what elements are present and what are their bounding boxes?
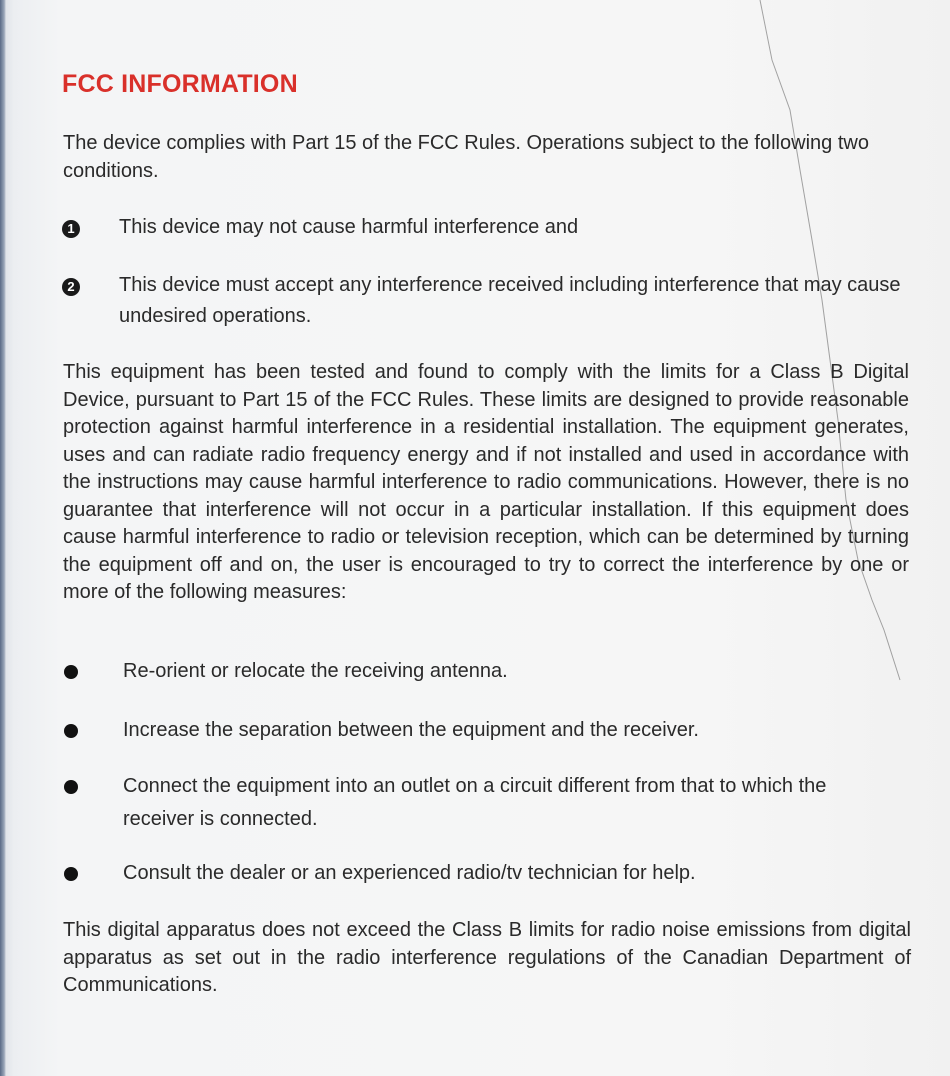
canada-paragraph: This digital apparatus does not exceed the Class B limits for radio noise emissions from digital apparatus as set out in the radio interference regulations of the Canadian Department of Communications. — [63, 919, 911, 996]
measure-text: Connect the equipment into an outlet on a circuit different from that to which the receiver is connected. — [123, 775, 827, 830]
number-one-icon — [58, 216, 84, 242]
condition-number: 2 — [62, 278, 80, 296]
condition-text: This device may not cause harmful interference and — [119, 216, 579, 238]
measure-text: Increase the separation between the equipment and the receiver. — [123, 719, 699, 741]
condition-text: This device must accept any interference received including interference that may cause undesired operations. — [119, 274, 901, 327]
bullet-icon — [58, 718, 84, 744]
bullet-icon — [58, 774, 84, 800]
bullet-icon — [58, 861, 84, 887]
equipment-paragraph: This equipment has been tested and found to comply with the limits for a Class B Digital Device, pursuant to Part 15 of the FCC Rules. These limits are designed to provide reasonable protection against harmful interference in a residential installation. The equipment generates, uses and can radiate radio frequency energy and if not installed and used in accordance with the instructions may cause harmful interference to radio communications. However, there is no guarantee that interference will not occur in a particular installation. If this equipment does cause harmful interference to radio or television reception, which can be determined by turning the equipment off and on, the user is encouraged to try to correct the interference by one or more of the following measures: — [63, 361, 909, 603]
page-title: FCC INFORMATION — [62, 70, 298, 98]
condition-number: 1 — [62, 220, 80, 238]
number-two-icon — [58, 274, 84, 300]
measure-text: Re-orient or relocate the receiving antenna. — [123, 660, 508, 682]
intro-paragraph: The device complies with Part 15 of the FCC Rules. Operations subject to the following two conditions. — [63, 132, 869, 182]
bullet-icon — [58, 659, 84, 685]
measure-text: Consult the dealer or an experienced radio/tv technician for help. — [123, 862, 696, 884]
